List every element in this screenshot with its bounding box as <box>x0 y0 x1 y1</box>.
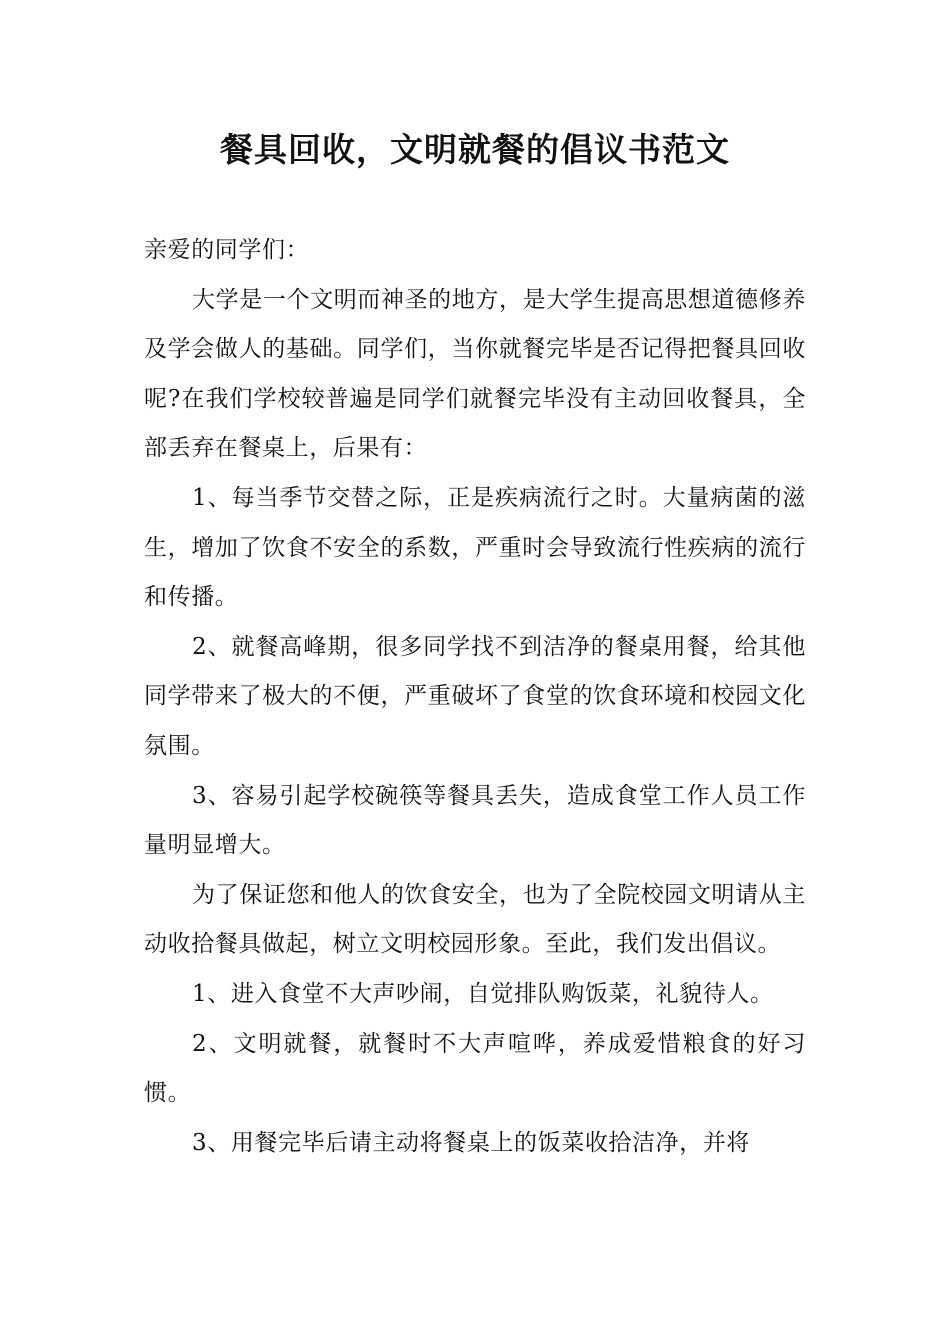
proposal-intro-paragraph: 为了保证您和他人的饮食安全，也为了全院校园文明请从主动收拾餐具做起，树立文明校园形象。至此，我们发出倡议。 <box>144 881 806 958</box>
consequence-item-1: 1、每当季节交替之际，正是疾病流行之时。大量病菌的滋生，增加了饮食不安全的系数，严重时会导致流行性疾病的流行和传播。 <box>144 484 806 611</box>
proposal-item-1: 1、进入食堂不大声吵闹，自觉排队购饭菜，礼貌待人。 <box>192 980 774 1007</box>
salutation: 亲爱的同学们： <box>144 237 310 263</box>
intro-paragraph: 大学是一个文明而神圣的地方，是大学生提高思想道德修养及学会做人的基础。同学们，当你就餐完毕是否记得把餐具回收呢?在我们学校较普遍是同学们就餐完毕没有主动回收餐具，全部丢弃在餐桌上，后果有： <box>144 286 806 462</box>
consequence-item-3: 3、容易引起学校碗筷等餐具丢失，造成食堂工作人员工作量明显增大。 <box>144 782 806 859</box>
document-body <box>144 226 806 1168</box>
proposal-item-3: 3、用餐完毕后请主动将餐桌上的饭菜收拾洁净，并将 <box>192 1129 751 1156</box>
proposal-item-2: 2、文明就餐，就餐时不大声喧哗，养成爱惜粮食的好习惯。 <box>144 1030 806 1107</box>
document-title: 餐具回收，文明就餐的倡议书范文 <box>220 130 730 169</box>
consequence-item-2: 2、就餐高峰期，很多同学找不到洁净的餐桌用餐，给其他同学带来了极大的不便，严重破坏了食堂的饮食环境和校园文化氛围。 <box>144 633 806 759</box>
